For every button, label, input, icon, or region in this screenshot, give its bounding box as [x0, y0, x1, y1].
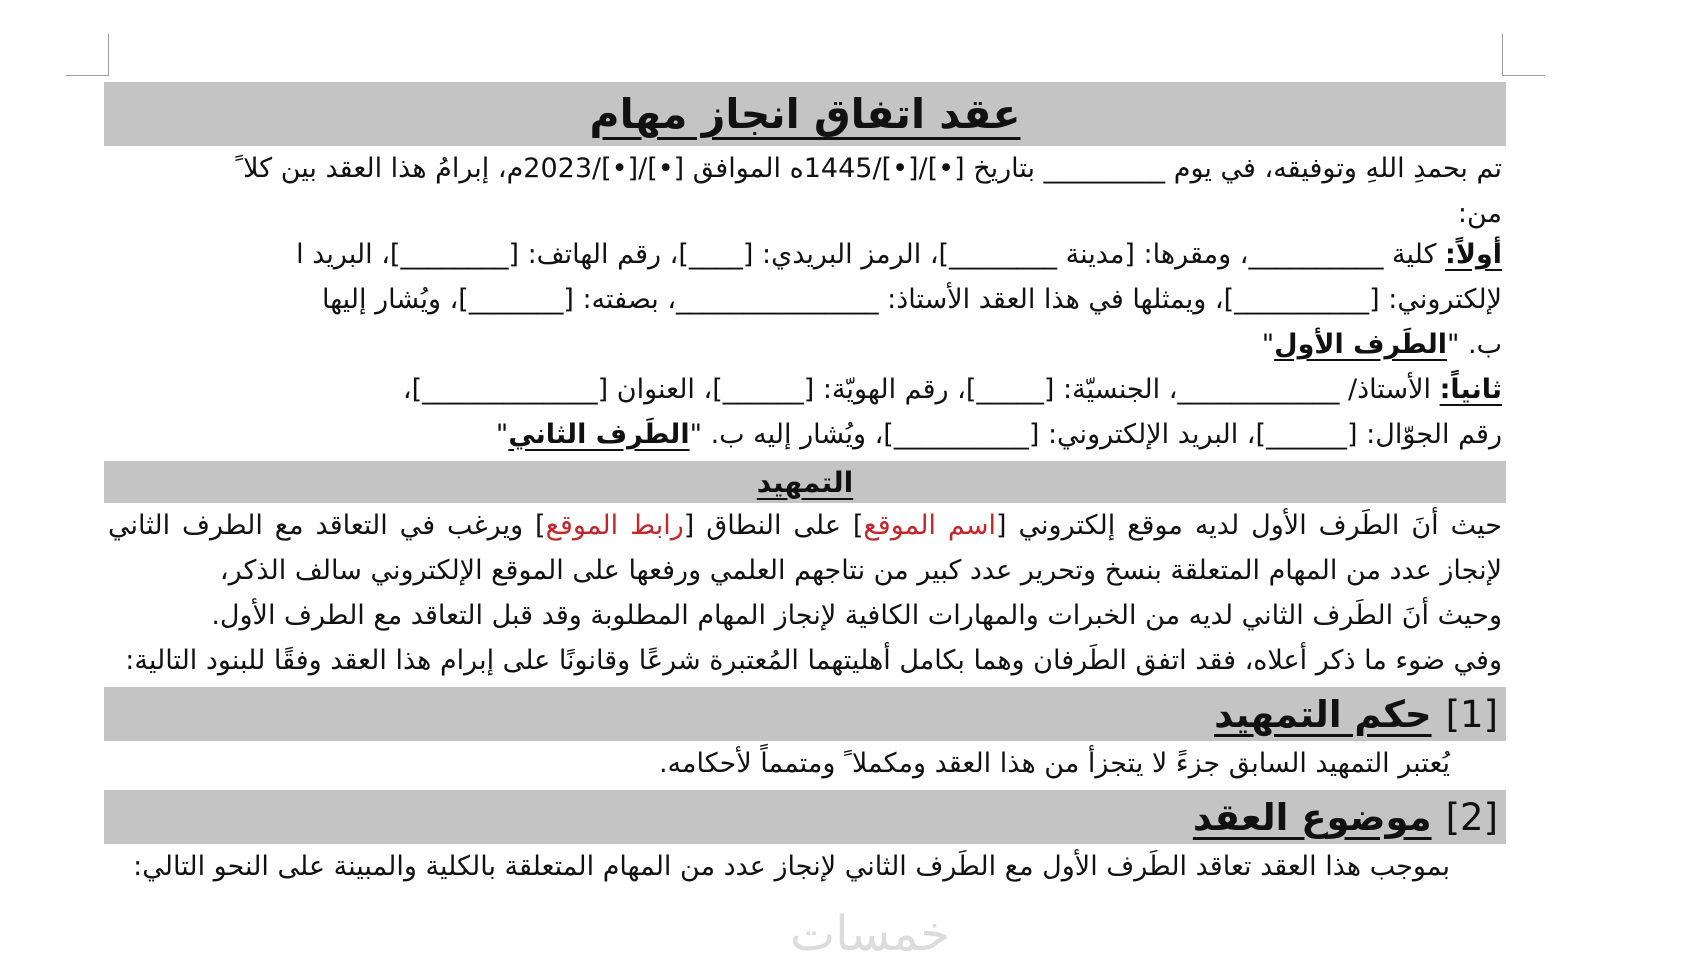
document-title-band: [104, 82, 1506, 146]
preamble-paragraph-3: وفي ضوء ما ذكر أعلاه، فقد اتفق الطَرفان وهما بكامل أهليتهما المُعتبرة شرعًا وقانونًا على إبرام هذا العقد وفقًا للبنود التالية:: [125, 645, 1502, 676]
party-one-ref-prefix: ب. ": [1446, 329, 1502, 360]
preamble-heading-band: [104, 461, 1506, 503]
party-one-ref-suffix: ": [1261, 329, 1275, 360]
party-two-label: ثانياً:: [1439, 374, 1502, 405]
preamble-p1-part-b: ] على النطاق [: [683, 510, 864, 541]
site-link-placeholder: رابط الموقع: [545, 510, 684, 541]
crop-mark-top-right-v: [1502, 34, 1503, 76]
party-one-section: [104, 232, 1506, 367]
intro-paragraph: [104, 146, 1506, 236]
party-two-ref-name: الطَرف الثاني: [508, 419, 690, 450]
party-one-label: أولاً:: [1445, 239, 1502, 270]
party-one-line-2: لإلكتروني: [__________]، ويمثلها في هذا العقد الأستاذ: _______________، بصفته: [_______]، ويُشار إليها: [321, 284, 1502, 315]
party-one-ref-name: الطَرف الأول: [1274, 329, 1447, 360]
clause-1-heading-band: [104, 687, 1506, 741]
watermark-logo: خمسات: [790, 906, 951, 962]
clause-2-title: موضوع العقد: [1192, 795, 1432, 839]
clause-2-body: بموجب هذا العقد تعاقد الطَرف الأول مع الطَرف الثاني لإنجاز عدد من المهام المتعلقة بالكلية والمبينة على النحو التالي:: [133, 851, 1450, 882]
preamble-paragraph-1: [108, 503, 1502, 593]
party-two-ref-suffix: ": [495, 419, 509, 450]
clause-1-number: [1]: [1445, 692, 1498, 736]
intro-line-2: من:: [1457, 198, 1502, 229]
clause-2-number: [2]: [1445, 795, 1498, 839]
preamble-body: [104, 503, 1506, 683]
crop-mark-top-left-h: [66, 75, 108, 76]
document-page: [104, 82, 1506, 970]
clause-1-title: حكم التمهيد: [1214, 692, 1432, 736]
party-two-section: [104, 367, 1506, 457]
party-two-line-1: الأستاذ/ ____________، الجنسيّة: [_____]، رقم الهويّة: [______]، العنوان [_____________]،: [402, 374, 1432, 405]
preamble-p1-part-a: حيث أنَ الطَرف الأول لديه موقع إلكتروني [: [996, 510, 1502, 541]
clause-2-heading-band: [104, 790, 1506, 844]
site-name-placeholder: اسم الموقع: [863, 510, 997, 541]
document-title: عقد اتفاق انجاز مهام: [589, 90, 1021, 138]
crop-mark-top-right-h: [1503, 75, 1545, 76]
preamble-paragraph-2: وحيث أنَ الطَرف الثاني لديه من الخبرات والمهارات الكافية لإنجاز المهام المطلوبة وقد قبل التعاقد مع الطرف الأول.: [211, 600, 1502, 631]
preamble-p1-part-c: ] ويرغب في التعاقد مع الطرف الثاني لإنجاز عدد من المهام المتعلقة بنسخ وتحرير عدد كبير من نتاجهم العلمي ورفعها على الموقع الإلكتروني سالف الذكر،: [108, 510, 1502, 586]
crop-mark-top-left-v: [108, 34, 109, 76]
clause-1-body: يُعتبر التمهيد السابق جزءً لا يتجزأ من هذا العقد ومكملا ً ومتمماً لأحكامه.: [658, 748, 1450, 779]
intro-line-1: تم بحمدِ اللهِ وتوفيقه، في يوم _________ بتاريخ [•]/[•]/1445ه الموافق [•]/[•]/2023م، إبرامُ هذا العقد بين كلا ً: [235, 153, 1502, 184]
preamble-heading: التمهيد: [756, 465, 854, 499]
party-two-line-2: رقم الجوّال: [______]، البريد الإلكتروني: [__________]، ويُشار إليه ب. ": [689, 419, 1502, 450]
party-one-line-1: كلية __________، ومقرها: [مدينة ________]، الرمز البريدي: [____]، رقم الهاتف: [________]، البريد ا: [296, 239, 1437, 270]
